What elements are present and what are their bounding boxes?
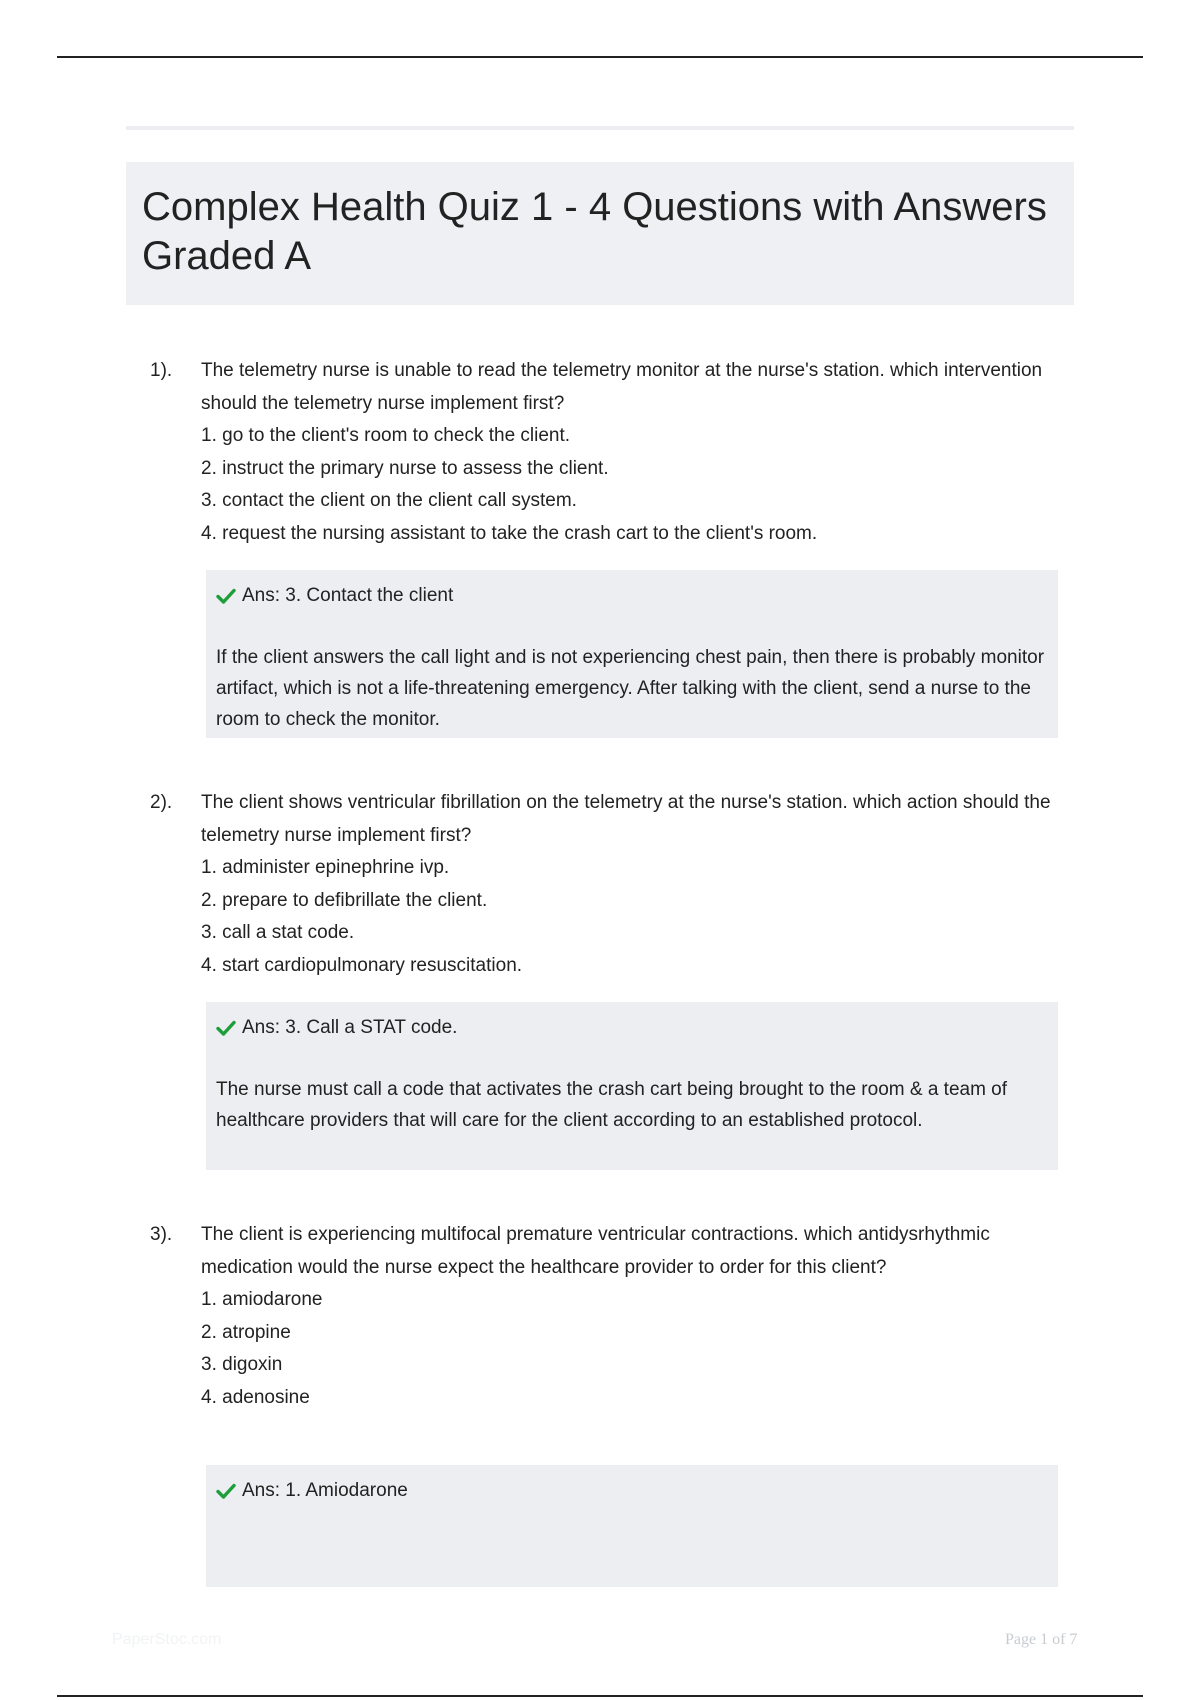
bottom-rule — [57, 1695, 1143, 1697]
option: 1. go to the client's room to check the client. — [201, 425, 571, 446]
answer-explanation: The nurse must call a code that activates the crash cart being brought to the room & a team of healthcare providers that will care for the client according to an established protocol. — [216, 1079, 1008, 1131]
question-number: 1). — [150, 360, 173, 381]
option: 4. adenosine — [201, 1386, 310, 1408]
answer-explanation: If the client answers the call light and is not experiencing chest pain, then there is probably monitor artifact, which is not a life-threatening emergency. After talking with the client, send a nurse to the room to check the monitor. — [216, 647, 1045, 730]
question-number: 3). — [150, 1224, 173, 1245]
page-title: Complex Health Quiz 1 - 4 Questions with Answers Graded A — [142, 185, 1047, 278]
answer-line — [216, 1012, 1048, 1043]
option: 3. contact the client on the client call system. — [201, 490, 577, 511]
answer-line — [216, 580, 1048, 611]
option-list — [201, 1284, 1059, 1414]
option-list — [201, 420, 1059, 550]
question-stem: The client shows ventricular fibrillation on the telemetry at the nurse's station. which action should the telemetry nurse implement first? — [201, 792, 1051, 846]
watermark: PaperStoc.com — [112, 1631, 222, 1648]
checkmark-icon — [216, 1019, 236, 1037]
option: 2. instruct the primary nurse to assess the client. — [201, 457, 609, 479]
option: 3. call a stat code. — [201, 922, 355, 943]
top-rule — [57, 56, 1143, 58]
option: 4. start cardiopulmonary resuscitation. — [201, 954, 523, 976]
page-number: Page 1 of 7 — [1005, 1631, 1078, 1648]
option: 1. administer epinephrine ivp. — [201, 857, 450, 878]
header-divider — [126, 126, 1074, 130]
question-body — [201, 787, 1059, 982]
answer-text: Ans: 3. Call a STAT code. — [242, 1017, 458, 1038]
checkmark-icon — [216, 1482, 236, 1500]
option: 3. digoxin — [201, 1354, 283, 1375]
question-body — [201, 1219, 1059, 1414]
option: 2. atropine — [201, 1321, 291, 1343]
answer-text: Ans: 3. Contact the client — [242, 585, 454, 606]
answer-line — [216, 1475, 1048, 1506]
option: 4. request the nursing assistant to take the crash cart to the client's room. — [201, 522, 818, 544]
title-banner — [126, 162, 1074, 305]
answer-box — [206, 1002, 1058, 1170]
option: 1. amiodarone — [201, 1289, 323, 1310]
answer-text: Ans: 1. Amiodarone — [242, 1480, 408, 1501]
option: 2. prepare to defibrillate the client. — [201, 889, 488, 911]
question-stem: The telemetry nurse is unable to read the telemetry monitor at the nurse's station. which intervention should the telemetry nurse implement first? — [201, 360, 1043, 414]
checkmark-icon — [216, 587, 236, 605]
answer-box — [206, 570, 1058, 738]
answer-box — [206, 1465, 1058, 1587]
question-number: 2). — [150, 792, 173, 813]
option-list — [201, 852, 1059, 982]
question-body — [201, 355, 1059, 550]
question-stem: The client is experiencing multifocal premature ventricular contractions. which antidysrhythmic medication would the nurse expect the healthcare provider to order for this client? — [201, 1224, 990, 1278]
